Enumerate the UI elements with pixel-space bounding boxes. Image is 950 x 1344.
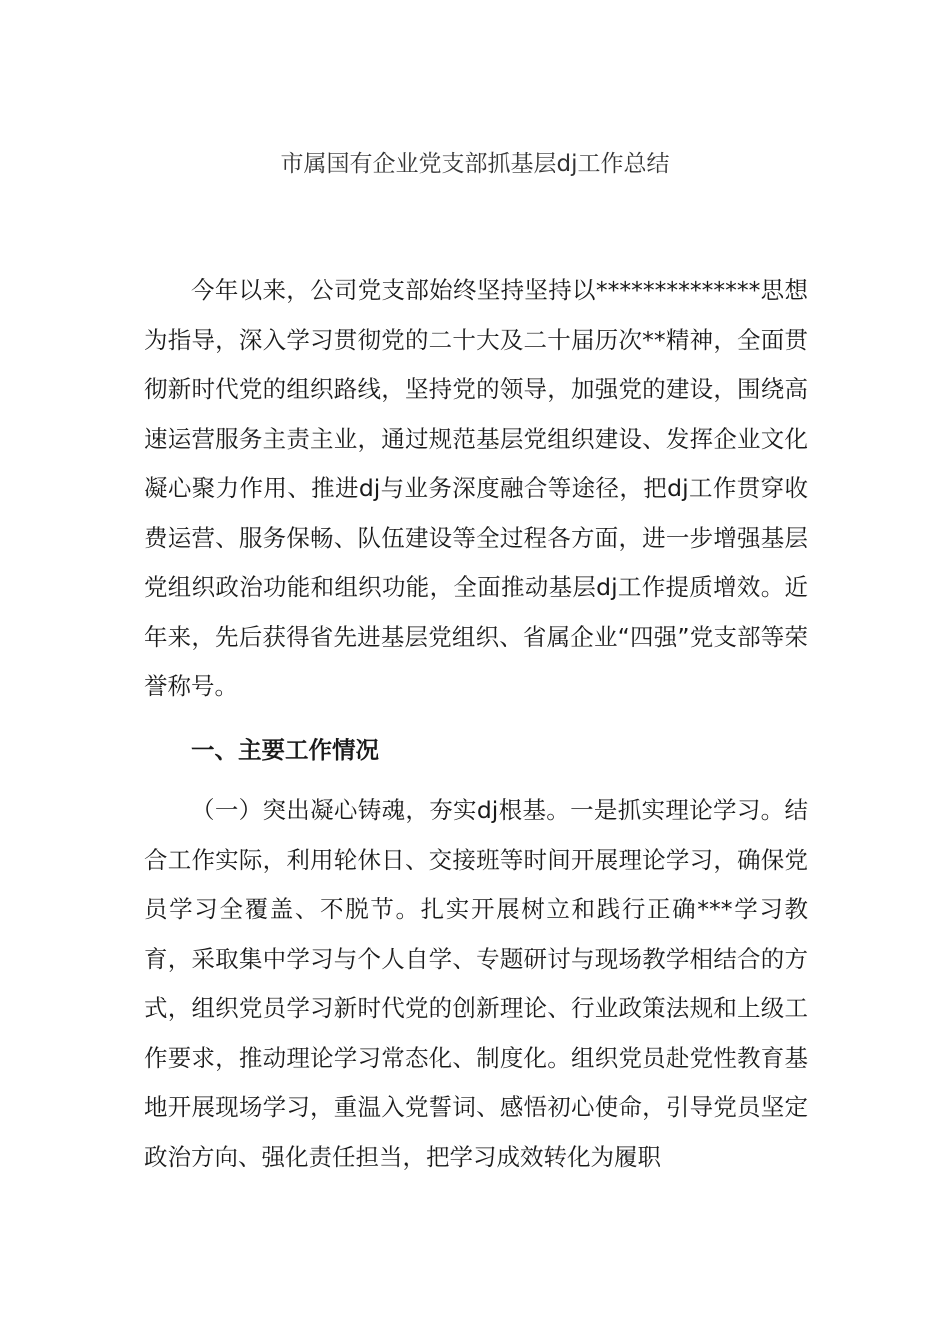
section-1-block	[144, 726, 808, 776]
document-title: 市属国有企业党支部抓基层dj工作总结	[280, 151, 670, 177]
intro-paragraph: 今年以来，公司党支部始终坚持坚持以**************思想为指导，深入学习贯彻党的二十大及二十届历次**精神，全面贯彻新时代党的组织路线，坚持党的领导，加强党的建设，围绕高速运营服务主责主业，通过规范基层党组织建设、发挥企业文化凝心聚力作用、推进dj与业务深度融合等途径，把dj工作贯穿收费运营、服务保畅、队伍建设等全过程各方面，进一步增强基层党组织政治功能和组织功能，全面推动基层dj工作提质增效。近年来，先后获得省先进基层党组织、省属企业“四强”党支部等荣誉称号。	[144, 276, 808, 700]
section-1-paragraph: （一）突出凝心铸魂，夯实dj根基。一是抓实理论学习。结合工作实际，利用轮休日、交接班等时间开展理论学习，确保党员学习全覆盖、不脱节。扎实开展树立和践行正确***学习教育，采取集中学习与个人自学、专题研讨与现场教学相结合的方式，组织党员学习新时代党的创新理论、行业政策法规和上级工作要求，推动理论学习常态化、制度化。组织党员赴党性教育基地开展现场学习，重温入党誓词、感悟初心使命，引导党员坚定政治方向、强化责任担当，把学习成效转化为履职	[144, 796, 808, 1171]
intro-block	[144, 266, 808, 712]
section-heading-main-work: 一、主要工作情况	[191, 736, 379, 764]
section-1-content	[144, 786, 808, 1182]
